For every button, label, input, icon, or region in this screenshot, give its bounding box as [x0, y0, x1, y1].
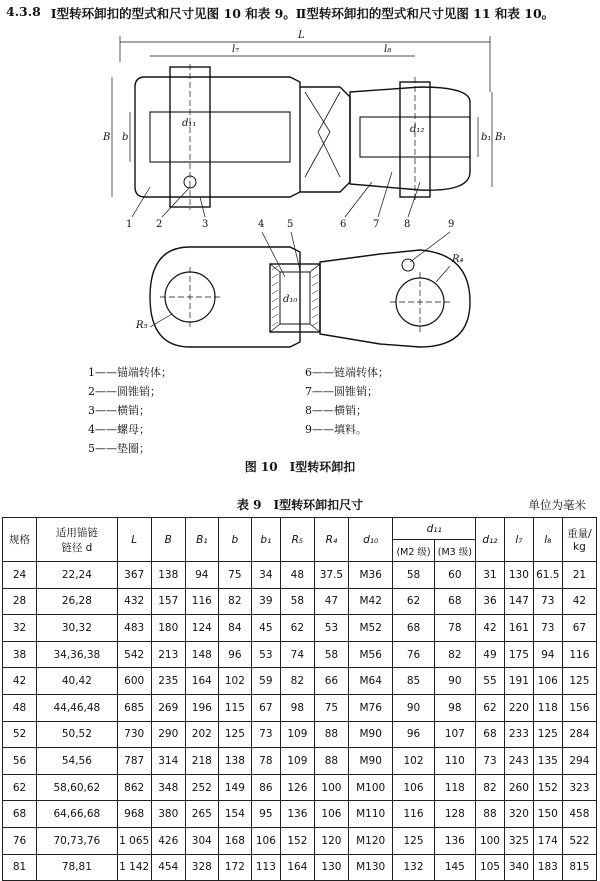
cell-chain: 54,56 [37, 748, 118, 775]
swivel-shackle-drawing [0, 22, 600, 362]
legend-item: 4——螺母； [88, 423, 150, 436]
callout-5: 5 [287, 219, 294, 230]
cell-d11-m2: 96 [393, 721, 434, 748]
callout-1: 1 [126, 219, 133, 230]
cell-B: 269 [151, 694, 185, 721]
cell-L: 432 [117, 588, 151, 615]
cell-b1: 45 [251, 615, 280, 642]
cell-l8: 174 [533, 827, 562, 854]
cell-d10: M36 [348, 562, 392, 589]
cell-l7: 220 [504, 694, 533, 721]
cell-L: 542 [117, 641, 151, 668]
cell-L: 787 [117, 748, 151, 775]
cell-weight: 815 [562, 854, 596, 881]
cell-R4: 106 [314, 801, 348, 828]
cell-d12: 42 [476, 615, 505, 642]
header-L: L [117, 518, 151, 562]
table-row [3, 827, 597, 854]
cell-b1: 106 [251, 827, 280, 854]
table-row [3, 721, 597, 748]
cell-L: 600 [117, 668, 151, 695]
cell-d11-m3: 68 [434, 588, 475, 615]
cell-d10: M64 [348, 668, 392, 695]
cell-weight: 294 [562, 748, 596, 775]
cell-L: 730 [117, 721, 151, 748]
header-spec: 规格 [3, 518, 37, 562]
cell-R4: 100 [314, 774, 348, 801]
cell-b: 102 [218, 668, 251, 695]
cell-R5: 48 [280, 562, 314, 589]
cell-b: 138 [218, 748, 251, 775]
cell-chain: 58,60,62 [37, 774, 118, 801]
callout-8: 8 [404, 219, 411, 230]
cell-d11-m3: 107 [434, 721, 475, 748]
cell-b1: 78 [251, 748, 280, 775]
cell-d10: M52 [348, 615, 392, 642]
cell-d10: M56 [348, 641, 392, 668]
cell-d11-m3: 60 [434, 562, 475, 589]
cell-spec: 48 [3, 694, 37, 721]
cell-l7: 243 [504, 748, 533, 775]
dimension-table [2, 517, 597, 881]
cell-l8: 73 [533, 588, 562, 615]
header-l8: l₈ [533, 518, 562, 562]
cell-B: 235 [151, 668, 185, 695]
cell-b1: 67 [251, 694, 280, 721]
cell-spec: 56 [3, 748, 37, 775]
cell-spec: 24 [3, 562, 37, 589]
header-R4: R₄ [314, 518, 348, 562]
cell-d12: 36 [476, 588, 505, 615]
cell-l8: 73 [533, 615, 562, 642]
section-text: Ⅰ型转环卸扣的型式和尺寸见图 10 和表 9。Ⅱ型转环卸扣的型式和尺寸见图 11 和表 10。 [50, 6, 555, 21]
cell-weight: 125 [562, 668, 596, 695]
header-R5: R₅ [280, 518, 314, 562]
table-row [3, 668, 597, 695]
cell-B1: 116 [185, 588, 218, 615]
cell-d12: 49 [476, 641, 505, 668]
cell-d11-m2: 132 [393, 854, 434, 881]
cell-l7: 147 [504, 588, 533, 615]
cell-d12: 68 [476, 721, 505, 748]
header-chain [37, 518, 118, 562]
dim-B1: B₁ [495, 132, 507, 143]
cell-b: 75 [218, 562, 251, 589]
cell-B1: 202 [185, 721, 218, 748]
header-B: B [151, 518, 185, 562]
cell-B1: 124 [185, 615, 218, 642]
cell-R5: 58 [280, 588, 314, 615]
dim-L: L [298, 30, 305, 41]
cell-l8: 118 [533, 694, 562, 721]
callout-6: 6 [340, 219, 347, 230]
cell-R5: 109 [280, 721, 314, 748]
cell-L: 968 [117, 801, 151, 828]
cell-L: 483 [117, 615, 151, 642]
cell-chain: 34,36,38 [37, 641, 118, 668]
section-heading [6, 4, 596, 22]
cell-l8: 183 [533, 854, 562, 881]
cell-R5: 82 [280, 668, 314, 695]
cell-b: 172 [218, 854, 251, 881]
header-weight-line1: 重量/ [567, 528, 592, 540]
cell-B1: 304 [185, 827, 218, 854]
cell-d12: 105 [476, 854, 505, 881]
cell-l8: 125 [533, 721, 562, 748]
cell-chain: 70,73,76 [37, 827, 118, 854]
header-weight-line2: kg [573, 541, 586, 553]
cell-weight: 42 [562, 588, 596, 615]
cell-spec: 81 [3, 854, 37, 881]
cell-B: 314 [151, 748, 185, 775]
cell-spec: 32 [3, 615, 37, 642]
cell-b1: 59 [251, 668, 280, 695]
header-chain-line1: 适用锚链 [55, 526, 98, 539]
cell-B: 348 [151, 774, 185, 801]
cell-B: 157 [151, 588, 185, 615]
cell-d11-m2: 58 [393, 562, 434, 589]
dim-b1: b₁ [481, 132, 492, 143]
figure-legend [0, 364, 600, 454]
cell-l7: 191 [504, 668, 533, 695]
cell-B1: 196 [185, 694, 218, 721]
cell-l8: 135 [533, 748, 562, 775]
cell-spec: 62 [3, 774, 37, 801]
cell-d11-m3: 110 [434, 748, 475, 775]
cell-l7: 325 [504, 827, 533, 854]
cell-B1: 265 [185, 801, 218, 828]
table-caption: 表 9 Ⅰ型转环卸扣尺寸 [236, 498, 364, 512]
cell-d12: 88 [476, 801, 505, 828]
cell-d12: 73 [476, 748, 505, 775]
cell-d11-m3: 128 [434, 801, 475, 828]
cell-spec: 42 [3, 668, 37, 695]
cell-R5: 109 [280, 748, 314, 775]
cell-L: 367 [117, 562, 151, 589]
legend-item: 5——垫圈； [88, 442, 150, 455]
header-B1: B₁ [185, 518, 218, 562]
cell-d11-m3: 82 [434, 641, 475, 668]
legend-item: 3——横销； [88, 404, 150, 417]
cell-weight: 67 [562, 615, 596, 642]
table-row [3, 774, 597, 801]
cell-l7: 130 [504, 562, 533, 589]
cell-b: 115 [218, 694, 251, 721]
header-l7: l₇ [504, 518, 533, 562]
cell-R4: 66 [314, 668, 348, 695]
cell-b1: 53 [251, 641, 280, 668]
cell-chain: 44,46,48 [37, 694, 118, 721]
cell-chain: 26,28 [37, 588, 118, 615]
dim-d10: d₁₀ [283, 294, 298, 305]
header-m3: (M3 级) [434, 540, 475, 562]
cell-l7: 260 [504, 774, 533, 801]
header-chain-line2: 链径 d [61, 541, 93, 554]
figure-caption: 图 10 Ⅰ型转环卸扣 [244, 460, 356, 474]
cell-L: 862 [117, 774, 151, 801]
section-number: 4.3.8 [6, 4, 41, 19]
cell-b1: 39 [251, 588, 280, 615]
cell-b: 84 [218, 615, 251, 642]
cell-b1: 113 [251, 854, 280, 881]
cell-d11-m2: 116 [393, 801, 434, 828]
cell-R4: 37.5 [314, 562, 348, 589]
cell-weight: 323 [562, 774, 596, 801]
cell-R5: 136 [280, 801, 314, 828]
cell-d11-m2: 90 [393, 694, 434, 721]
cell-chain: 78,81 [37, 854, 118, 881]
cell-B: 380 [151, 801, 185, 828]
cell-d11-m2: 125 [393, 827, 434, 854]
header-b: b [218, 518, 251, 562]
cell-B1: 252 [185, 774, 218, 801]
cell-d10: M110 [348, 801, 392, 828]
cell-R4: 47 [314, 588, 348, 615]
legend-item: 9——填料。 [305, 423, 367, 436]
header-m2: (M2 级) [393, 540, 434, 562]
cell-b: 125 [218, 721, 251, 748]
cell-l8: 150 [533, 801, 562, 828]
table-row [3, 562, 597, 589]
callout-2: 2 [156, 219, 163, 230]
dim-d11: d₁₁ [182, 118, 197, 129]
cell-R5: 98 [280, 694, 314, 721]
cell-d11-m3: 145 [434, 854, 475, 881]
cell-R4: 88 [314, 721, 348, 748]
legend-item: 8——横销； [305, 404, 367, 417]
cell-d11-m2: 102 [393, 748, 434, 775]
cell-B: 138 [151, 562, 185, 589]
cell-weight: 458 [562, 801, 596, 828]
dim-R4: R₄ [452, 254, 464, 265]
cell-d11-m2: 85 [393, 668, 434, 695]
dim-l8: l₈ [384, 44, 392, 55]
table-unit: 单位为毫米 [528, 498, 586, 512]
cell-d12: 100 [476, 827, 505, 854]
callout-9: 9 [448, 219, 455, 230]
cell-R5: 152 [280, 827, 314, 854]
cell-d11-m3: 98 [434, 694, 475, 721]
table-row [3, 588, 597, 615]
cell-d11-m3: 78 [434, 615, 475, 642]
dim-B: B [103, 132, 111, 143]
cell-chain: 40,42 [37, 668, 118, 695]
header-d12: d₁₂ [476, 518, 505, 562]
cell-chain: 30,32 [37, 615, 118, 642]
cell-spec: 38 [3, 641, 37, 668]
table-row [3, 615, 597, 642]
cell-d11-m3: 90 [434, 668, 475, 695]
dim-l7: l₇ [232, 44, 240, 55]
cell-spec: 28 [3, 588, 37, 615]
cell-weight: 21 [562, 562, 596, 589]
cell-B1: 148 [185, 641, 218, 668]
cell-l7: 340 [504, 854, 533, 881]
legend-item: 6——链端转体； [305, 366, 389, 379]
table-row [3, 801, 597, 828]
cell-d10: M90 [348, 721, 392, 748]
cell-B1: 94 [185, 562, 218, 589]
cell-b1: 95 [251, 801, 280, 828]
cell-B1: 218 [185, 748, 218, 775]
cell-spec: 68 [3, 801, 37, 828]
cell-weight: 156 [562, 694, 596, 721]
header-d11: d₁₁ [393, 518, 476, 540]
callout-4: 4 [258, 219, 265, 230]
cell-L: 685 [117, 694, 151, 721]
cell-b1: 73 [251, 721, 280, 748]
dim-d12: d₁₂ [410, 124, 425, 135]
cell-weight: 522 [562, 827, 596, 854]
cell-l7: 320 [504, 801, 533, 828]
cell-d11-m2: 62 [393, 588, 434, 615]
cell-R4: 53 [314, 615, 348, 642]
cell-d10: M130 [348, 854, 392, 881]
cell-d12: 82 [476, 774, 505, 801]
cell-d10: M42 [348, 588, 392, 615]
cell-d12: 55 [476, 668, 505, 695]
cell-d11-m2: 106 [393, 774, 434, 801]
cell-l7: 233 [504, 721, 533, 748]
header-weight [562, 518, 596, 562]
cell-d12: 62 [476, 694, 505, 721]
cell-chain: 64,66,68 [37, 801, 118, 828]
cell-R4: 75 [314, 694, 348, 721]
header-b1: b₁ [251, 518, 280, 562]
cell-R4: 130 [314, 854, 348, 881]
cell-d11-m3: 118 [434, 774, 475, 801]
cell-b: 82 [218, 588, 251, 615]
cell-d11-m3: 136 [434, 827, 475, 854]
cell-R5: 164 [280, 854, 314, 881]
cell-b: 149 [218, 774, 251, 801]
legend-item: 1——锚端转体； [88, 366, 172, 379]
legend-item: 7——圆锥销； [305, 385, 378, 398]
cell-l8: 106 [533, 668, 562, 695]
header-d10: d₁₀ [348, 518, 392, 562]
cell-d10: M120 [348, 827, 392, 854]
cell-weight: 284 [562, 721, 596, 748]
cell-l7: 161 [504, 615, 533, 642]
cell-b: 154 [218, 801, 251, 828]
cell-B: 290 [151, 721, 185, 748]
cell-R5: 74 [280, 641, 314, 668]
dim-b: b [122, 132, 129, 143]
cell-R4: 120 [314, 827, 348, 854]
table-row [3, 854, 597, 881]
callout-3: 3 [202, 219, 209, 230]
cell-B: 426 [151, 827, 185, 854]
cell-chain: 22,24 [37, 562, 118, 589]
cell-b1: 34 [251, 562, 280, 589]
table-row [3, 641, 597, 668]
legend-item: 2——圆锥销； [88, 385, 161, 398]
cell-R5: 126 [280, 774, 314, 801]
cell-d10: M90 [348, 748, 392, 775]
dim-R5: R₅ [136, 320, 148, 331]
cell-b: 96 [218, 641, 251, 668]
cell-l7: 175 [504, 641, 533, 668]
cell-b: 168 [218, 827, 251, 854]
cell-B: 180 [151, 615, 185, 642]
table-row [3, 748, 597, 775]
cell-B: 454 [151, 854, 185, 881]
cell-l8: 61.5 [533, 562, 562, 589]
cell-L: 1 065 [117, 827, 151, 854]
cell-d12: 31 [476, 562, 505, 589]
cell-d10: M100 [348, 774, 392, 801]
cell-spec: 76 [3, 827, 37, 854]
cell-R4: 88 [314, 748, 348, 775]
callout-7: 7 [373, 219, 380, 230]
cell-weight: 116 [562, 641, 596, 668]
cell-d10: M76 [348, 694, 392, 721]
cell-B: 213 [151, 641, 185, 668]
table-row [3, 694, 597, 721]
cell-d11-m2: 76 [393, 641, 434, 668]
cell-L: 1 142 [117, 854, 151, 881]
cell-spec: 52 [3, 721, 37, 748]
cell-R4: 58 [314, 641, 348, 668]
cell-b1: 86 [251, 774, 280, 801]
cell-l8: 152 [533, 774, 562, 801]
cell-chain: 50,52 [37, 721, 118, 748]
cell-B1: 164 [185, 668, 218, 695]
cell-d11-m2: 68 [393, 615, 434, 642]
cell-R5: 62 [280, 615, 314, 642]
cell-l8: 94 [533, 641, 562, 668]
cell-B1: 328 [185, 854, 218, 881]
